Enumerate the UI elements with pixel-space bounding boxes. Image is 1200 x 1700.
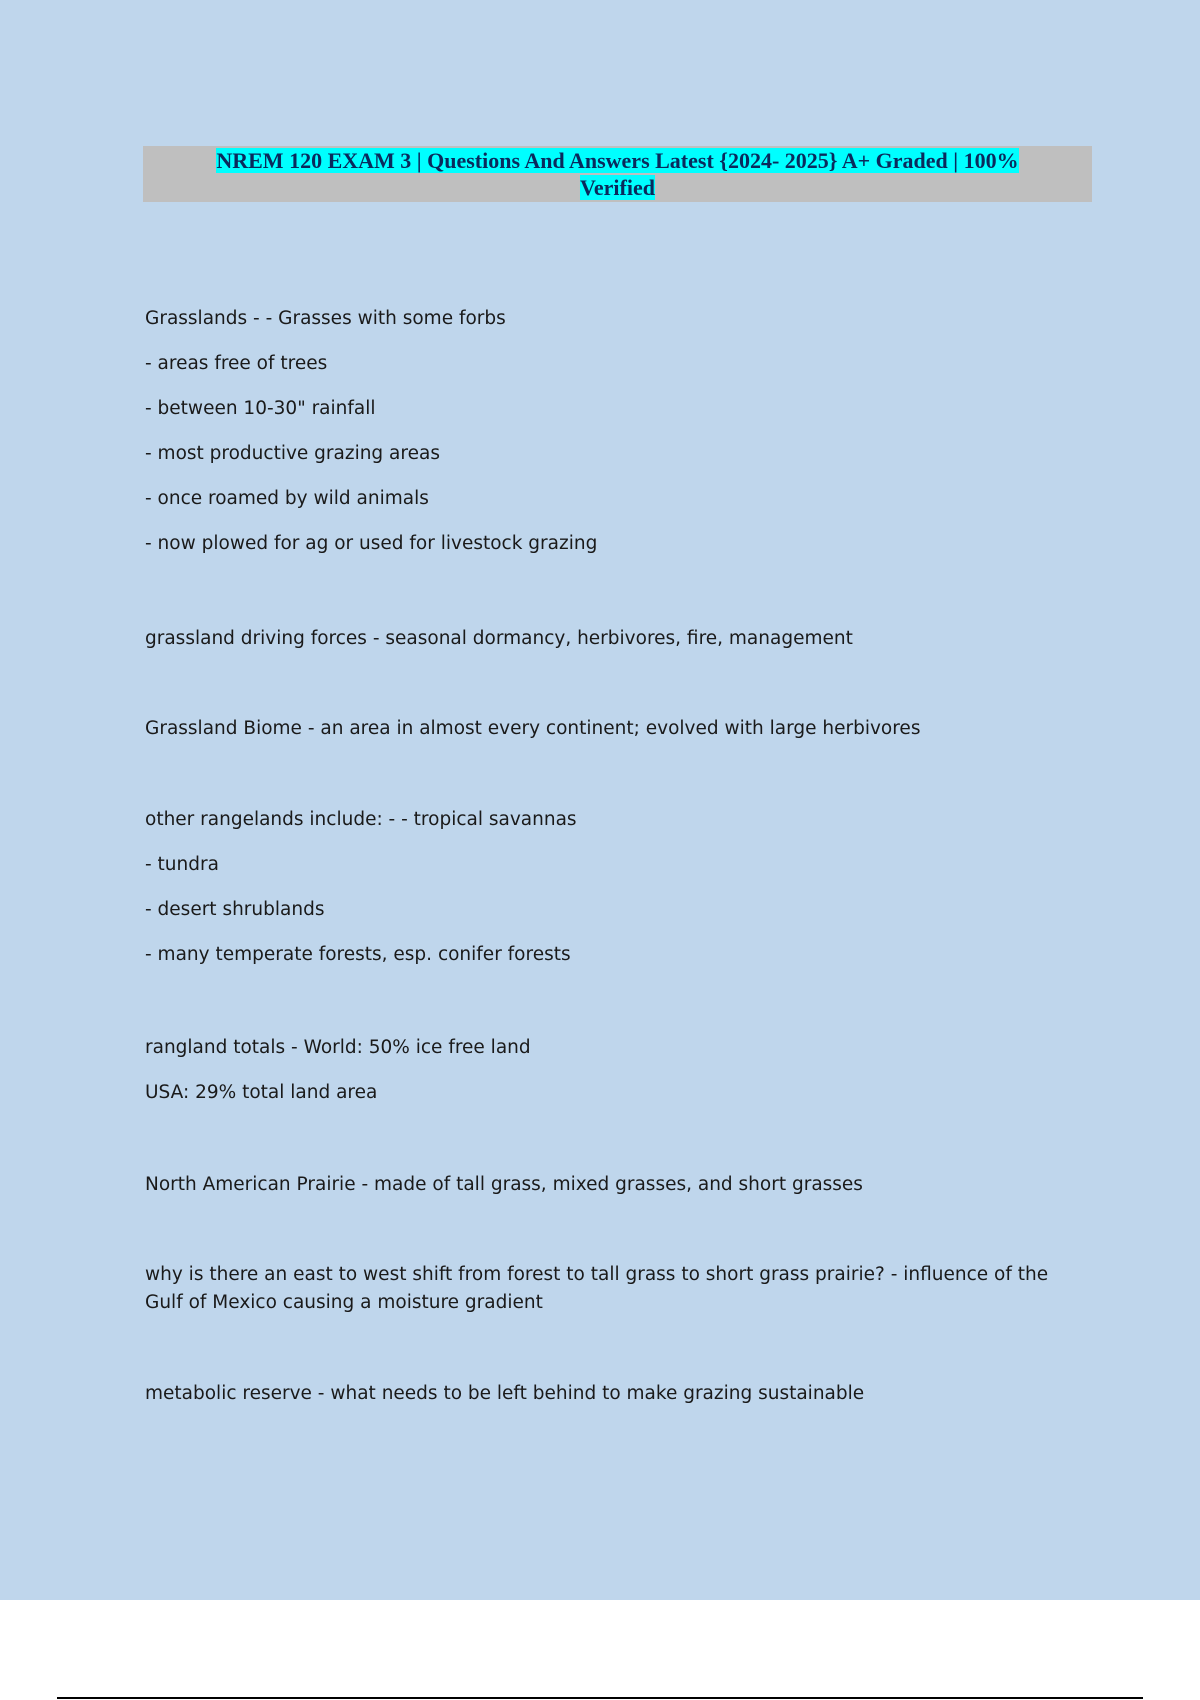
entry-east-west-shift: why is there an east to west shift from forest to tall grass to short grass prairie? - influence of the Gulf of Mexico causing a moisture gradient bbox=[145, 1264, 1049, 1313]
entry-metabolic-reserve: metabolic reserve - what needs to be left behind to make grazing sustainable bbox=[145, 1383, 865, 1404]
entry-line: rangland totals - World: 50% ice free land bbox=[145, 1037, 531, 1058]
entry-line: Grasslands - - Grasses with some forbs bbox=[145, 308, 506, 329]
entry-north-american-prairie: North American Prairie - made of tall grass, mixed grasses, and short grasses bbox=[145, 1174, 863, 1195]
entry-line: other rangelands include: - - tropical savannas bbox=[145, 809, 577, 830]
entry-line: - now plowed for ag or used for livestock grazing bbox=[145, 533, 598, 554]
entry-grassland-biome: Grassland Biome - an area in almost every continent; evolved with large herbivores bbox=[145, 718, 921, 739]
document-title bbox=[143, 146, 1092, 201]
title-banner bbox=[143, 146, 1092, 202]
footer-divider bbox=[57, 1697, 1143, 1699]
entry-line: - most productive grazing areas bbox=[145, 443, 440, 464]
entry-line: - areas free of trees bbox=[145, 353, 328, 374]
entry-driving-forces: grassland driving forces - seasonal dormancy, herbivores, fire, management bbox=[145, 628, 853, 649]
entry-line: - once roamed by wild animals bbox=[145, 488, 429, 509]
title-line-2: Verified bbox=[580, 175, 655, 200]
entry-line: - between 10-30" rainfall bbox=[145, 398, 376, 419]
entry-line: USA: 29% total land area bbox=[145, 1082, 378, 1103]
entry-line: - tundra bbox=[145, 854, 219, 875]
entry-line: - desert shrublands bbox=[145, 899, 325, 920]
entry-grasslands bbox=[145, 305, 1090, 558]
entry-rangland-totals bbox=[145, 1034, 1090, 1107]
entry-line: - many temperate forests, esp. conifer forests bbox=[145, 944, 571, 965]
entry-other-rangelands bbox=[145, 806, 1090, 969]
title-line-1: NREM 120 EXAM 3 | Questions And Answers Latest {2024- 2025} A+ Graded | 100% bbox=[216, 148, 1019, 173]
